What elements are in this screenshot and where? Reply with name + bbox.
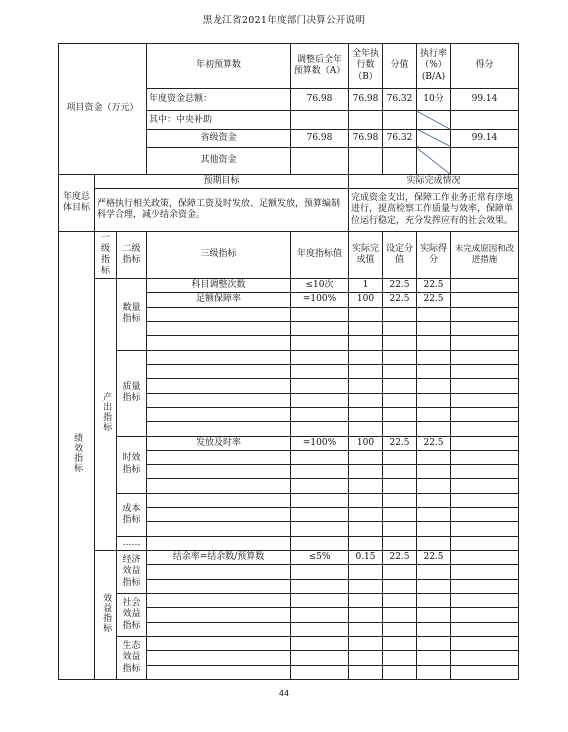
- empty-cell: [383, 465, 417, 479]
- funds-cell: 99.14: [451, 129, 519, 147]
- empty-cell: [383, 508, 417, 522]
- perf-header-level2: 二级指标: [117, 232, 147, 279]
- funds-header-adjusted-budget: 调整后全年预算数（A）: [291, 44, 349, 89]
- indicator-set-score: 22.5: [383, 436, 417, 450]
- indicator-actual: 0.15: [349, 551, 383, 565]
- empty-cell: [349, 493, 383, 507]
- funds-section-label: 项目资金（万元）: [59, 44, 147, 175]
- social-indicator-label: 社会效益指标: [117, 593, 147, 636]
- empty-cell: [147, 493, 291, 507]
- empty-cell: [147, 379, 291, 393]
- empty-cell: [383, 422, 417, 436]
- economic-indicator-label: 经济效益指标: [117, 551, 147, 594]
- empty-cell: [417, 508, 451, 522]
- empty-cell: [451, 465, 519, 479]
- funds-cell: 76.98: [349, 129, 383, 147]
- empty-cell: [451, 636, 519, 650]
- empty-cell: [451, 450, 519, 464]
- ecological-indicator-label: 生态效益指标: [117, 636, 147, 679]
- empty-cell: [147, 479, 291, 493]
- empty-cell: [417, 407, 451, 421]
- empty-cell: [291, 508, 349, 522]
- empty-cell: [291, 407, 349, 421]
- indicator-name: 结余率=结余数/预算数: [147, 551, 291, 565]
- empty-cell: [383, 364, 417, 378]
- empty-cell: [291, 493, 349, 507]
- empty-cell: [451, 393, 519, 407]
- empty-cell: [383, 622, 417, 636]
- empty-cell: [383, 651, 417, 665]
- empty-cell: [451, 608, 519, 622]
- funds-cell-slashed: [417, 129, 451, 147]
- empty-cell: [349, 322, 383, 336]
- empty-cell: [291, 379, 349, 393]
- empty-cell: [417, 350, 451, 364]
- empty-cell: [291, 393, 349, 407]
- indicator-target: =100%: [291, 436, 349, 450]
- empty-cell: [349, 636, 383, 650]
- empty-cell: [147, 307, 291, 321]
- empty-cell: [417, 636, 451, 650]
- empty-cell: [291, 522, 349, 536]
- empty-cell: [291, 565, 349, 579]
- empty-cell: [349, 565, 383, 579]
- empty-cell: [451, 479, 519, 493]
- empty-cell: [417, 364, 451, 378]
- empty-cell: [349, 622, 383, 636]
- empty-cell: [383, 636, 417, 650]
- empty-cell: [417, 393, 451, 407]
- perf-header-target: 年度指标值: [291, 232, 349, 279]
- indicator-actual: 1: [349, 279, 383, 293]
- indicator-target: ≤10次: [291, 279, 349, 293]
- indicator-name: 发放及时率: [147, 436, 291, 450]
- empty-cell: [291, 536, 349, 550]
- empty-cell: [147, 536, 291, 550]
- funds-cell: 76.98: [291, 129, 349, 147]
- quality-indicator-label: 质量指标: [117, 350, 147, 436]
- empty-cell: [147, 336, 291, 350]
- empty-cell: [417, 322, 451, 336]
- empty-cell: [451, 307, 519, 321]
- funds-cell-slashed: [417, 111, 451, 129]
- empty-cell: [451, 493, 519, 507]
- empty-cell: [291, 336, 349, 350]
- funds-row-label: 年度资金总额：: [147, 88, 291, 110]
- empty-cell: [417, 307, 451, 321]
- empty-cell: [417, 622, 451, 636]
- empty-cell: [291, 593, 349, 607]
- empty-cell: [451, 379, 519, 393]
- empty-cell: [451, 665, 519, 679]
- empty-cell: [417, 565, 451, 579]
- funds-row-label: 其中：中央补助: [147, 111, 291, 129]
- perf-header-level1: 一级指标: [95, 232, 117, 279]
- funds-header-initial-budget: 年初预算数: [147, 44, 291, 89]
- empty-cell: [451, 322, 519, 336]
- empty-cell: [349, 407, 383, 421]
- empty-cell: [417, 336, 451, 350]
- empty-cell: [417, 422, 451, 436]
- funds-cell: [451, 111, 519, 129]
- empty-cell: [147, 622, 291, 636]
- empty-cell: [383, 665, 417, 679]
- quantity-indicator-label: 数量指标: [117, 279, 147, 351]
- empty-cell: [383, 350, 417, 364]
- empty-cell: [383, 307, 417, 321]
- empty-cell: [383, 450, 417, 464]
- goals-actual-text: 完成资金支出，保障工作业务正常有序地进行，提高检察工作质量与效率，保障单位运行稳定，充分发挥应有的社会效果。: [349, 189, 519, 232]
- empty-cell: [147, 522, 291, 536]
- empty-cell: [291, 608, 349, 622]
- funds-header-score-value: 分值: [383, 44, 417, 89]
- empty-cell: [451, 565, 519, 579]
- empty-cell: [291, 579, 349, 593]
- timeliness-indicator-label: 时效指标: [117, 436, 147, 493]
- goals-section-label: 年度总体目标: [59, 174, 95, 231]
- indicator-set-score: 22.5: [383, 293, 417, 307]
- empty-cell: [383, 493, 417, 507]
- indicator-reason: [451, 279, 519, 293]
- empty-cell: [383, 379, 417, 393]
- empty-cell: [451, 651, 519, 665]
- funds-cell: [383, 111, 417, 129]
- empty-cell: [147, 651, 291, 665]
- empty-cell: [417, 450, 451, 464]
- indicator-actual: 100: [349, 293, 383, 307]
- empty-cell: [349, 393, 383, 407]
- indicator-set-score: 22.5: [383, 551, 417, 565]
- empty-cell: [147, 508, 291, 522]
- empty-cell: [417, 379, 451, 393]
- empty-cell: [451, 622, 519, 636]
- empty-cell: [349, 336, 383, 350]
- goals-expected-header: 预期目标: [95, 174, 349, 188]
- empty-cell: [417, 493, 451, 507]
- empty-cell: [451, 579, 519, 593]
- performance-section-label: 绩效指标: [59, 232, 95, 680]
- indicator-actual-score: 22.5: [417, 279, 451, 293]
- empty-cell: [417, 522, 451, 536]
- funds-cell: [383, 148, 417, 175]
- empty-cell: [291, 479, 349, 493]
- empty-cell: [451, 422, 519, 436]
- empty-cell: [349, 450, 383, 464]
- empty-cell: [417, 665, 451, 679]
- empty-cell: [383, 593, 417, 607]
- empty-cell: [147, 608, 291, 622]
- funds-cell: [349, 111, 383, 129]
- empty-cell: [147, 364, 291, 378]
- indicator-reason: [451, 551, 519, 565]
- empty-cell: [291, 450, 349, 464]
- benefit-indicator-label: 效益指标: [95, 551, 117, 680]
- page-number: 44: [278, 689, 290, 698]
- funds-cell: [451, 148, 519, 175]
- empty-cell: [451, 536, 519, 550]
- empty-cell: [349, 379, 383, 393]
- empty-cell: [291, 622, 349, 636]
- funds-cell: [291, 148, 349, 175]
- funds-cell: 76.32: [383, 88, 417, 110]
- empty-cell: [417, 579, 451, 593]
- funds-header-executed: 全年执行数（B）: [349, 44, 383, 89]
- perf-header-set-score: 设定分值: [383, 232, 417, 279]
- goals-actual-header: 实际完成情况: [349, 174, 519, 188]
- empty-cell: [349, 665, 383, 679]
- empty-cell: [147, 465, 291, 479]
- perf-header-level3: 三级指标: [147, 232, 291, 279]
- empty-cell: [383, 565, 417, 579]
- empty-cell: [383, 393, 417, 407]
- funds-cell: 10分: [417, 88, 451, 110]
- empty-cell: [147, 565, 291, 579]
- empty-cell: [291, 322, 349, 336]
- empty-cell: [451, 350, 519, 364]
- empty-cell: [417, 608, 451, 622]
- empty-cell: [451, 593, 519, 607]
- empty-cell: [349, 651, 383, 665]
- empty-cell: [349, 536, 383, 550]
- empty-cell: [417, 593, 451, 607]
- indicator-actual-score: 22.5: [417, 293, 451, 307]
- empty-cell: [451, 407, 519, 421]
- empty-cell: [349, 350, 383, 364]
- indicator-target: ≤5%: [291, 551, 349, 565]
- perf-header-reason: 未完成原因和改进措施: [451, 232, 519, 279]
- empty-cell: [349, 522, 383, 536]
- empty-cell: [291, 651, 349, 665]
- empty-cell: [291, 422, 349, 436]
- performance-evaluation-table: [58, 43, 519, 680]
- empty-cell: [383, 479, 417, 493]
- goals-expected-text: 严格执行相关政策，保障工资及时发放、足额发放，预算编制科学合理，减少结余资金。: [95, 189, 349, 232]
- funds-header-score: 得分: [451, 44, 519, 89]
- funds-header-execution-rate: 执行率（%）(B/A): [417, 44, 451, 89]
- indicator-set-score: 22.5: [383, 279, 417, 293]
- empty-cell: [451, 522, 519, 536]
- empty-cell: [291, 350, 349, 364]
- page-title: 黑龙江省2021年度部门决算公开说明: [202, 15, 366, 26]
- indicator-reason: [451, 436, 519, 450]
- empty-cell: [291, 307, 349, 321]
- empty-cell: [383, 536, 417, 550]
- empty-cell: [349, 579, 383, 593]
- empty-cell: [147, 422, 291, 436]
- empty-cell: [417, 465, 451, 479]
- empty-cell: [147, 636, 291, 650]
- empty-cell: [147, 407, 291, 421]
- empty-cell: [291, 636, 349, 650]
- empty-cell: [147, 665, 291, 679]
- funds-cell: 76.98: [349, 88, 383, 110]
- empty-cell: [383, 608, 417, 622]
- empty-cell: [417, 536, 451, 550]
- funds-row-label: 其他资金: [147, 148, 291, 175]
- funds-cell: 76.98: [291, 88, 349, 110]
- indicator-reason: [451, 293, 519, 307]
- empty-cell: [417, 651, 451, 665]
- empty-cell: [451, 508, 519, 522]
- funds-cell-slashed: [417, 148, 451, 175]
- empty-cell: [291, 665, 349, 679]
- empty-cell: [291, 465, 349, 479]
- empty-cell: [451, 336, 519, 350]
- empty-cell: [147, 579, 291, 593]
- empty-cell: [147, 393, 291, 407]
- empty-cell: [349, 422, 383, 436]
- indicator-actual: 100: [349, 436, 383, 450]
- output-indicator-label: 产出指标: [95, 279, 117, 551]
- empty-cell: [383, 322, 417, 336]
- empty-cell: [383, 522, 417, 536]
- funds-cell: 99.14: [451, 88, 519, 110]
- empty-cell: [349, 508, 383, 522]
- funds-cell: [291, 111, 349, 129]
- funds-cell: 76.32: [383, 129, 417, 147]
- perf-header-actual: 实际完成值: [349, 232, 383, 279]
- indicator-name: 科目调整次数: [147, 279, 291, 293]
- empty-cell: [147, 350, 291, 364]
- funds-cell: [349, 148, 383, 175]
- indicator-actual-score: 22.5: [417, 436, 451, 450]
- empty-cell: [349, 593, 383, 607]
- empty-cell: [451, 364, 519, 378]
- ellipsis-indicator-label: ……: [117, 536, 147, 550]
- empty-cell: [349, 608, 383, 622]
- empty-cell: [147, 593, 291, 607]
- empty-cell: [291, 364, 349, 378]
- empty-cell: [383, 579, 417, 593]
- empty-cell: [349, 465, 383, 479]
- indicator-target: =100%: [291, 293, 349, 307]
- empty-cell: [383, 336, 417, 350]
- empty-cell: [383, 407, 417, 421]
- empty-cell: [417, 479, 451, 493]
- funds-row-label: 省级资金: [147, 129, 291, 147]
- perf-header-actual-score: 实际得分: [417, 232, 451, 279]
- cost-indicator-label: 成本指标: [117, 493, 147, 536]
- empty-cell: [349, 364, 383, 378]
- empty-cell: [147, 322, 291, 336]
- empty-cell: [349, 307, 383, 321]
- indicator-name: 足额保障率: [147, 293, 291, 307]
- empty-cell: [349, 479, 383, 493]
- indicator-actual-score: 22.5: [417, 551, 451, 565]
- empty-cell: [147, 450, 291, 464]
